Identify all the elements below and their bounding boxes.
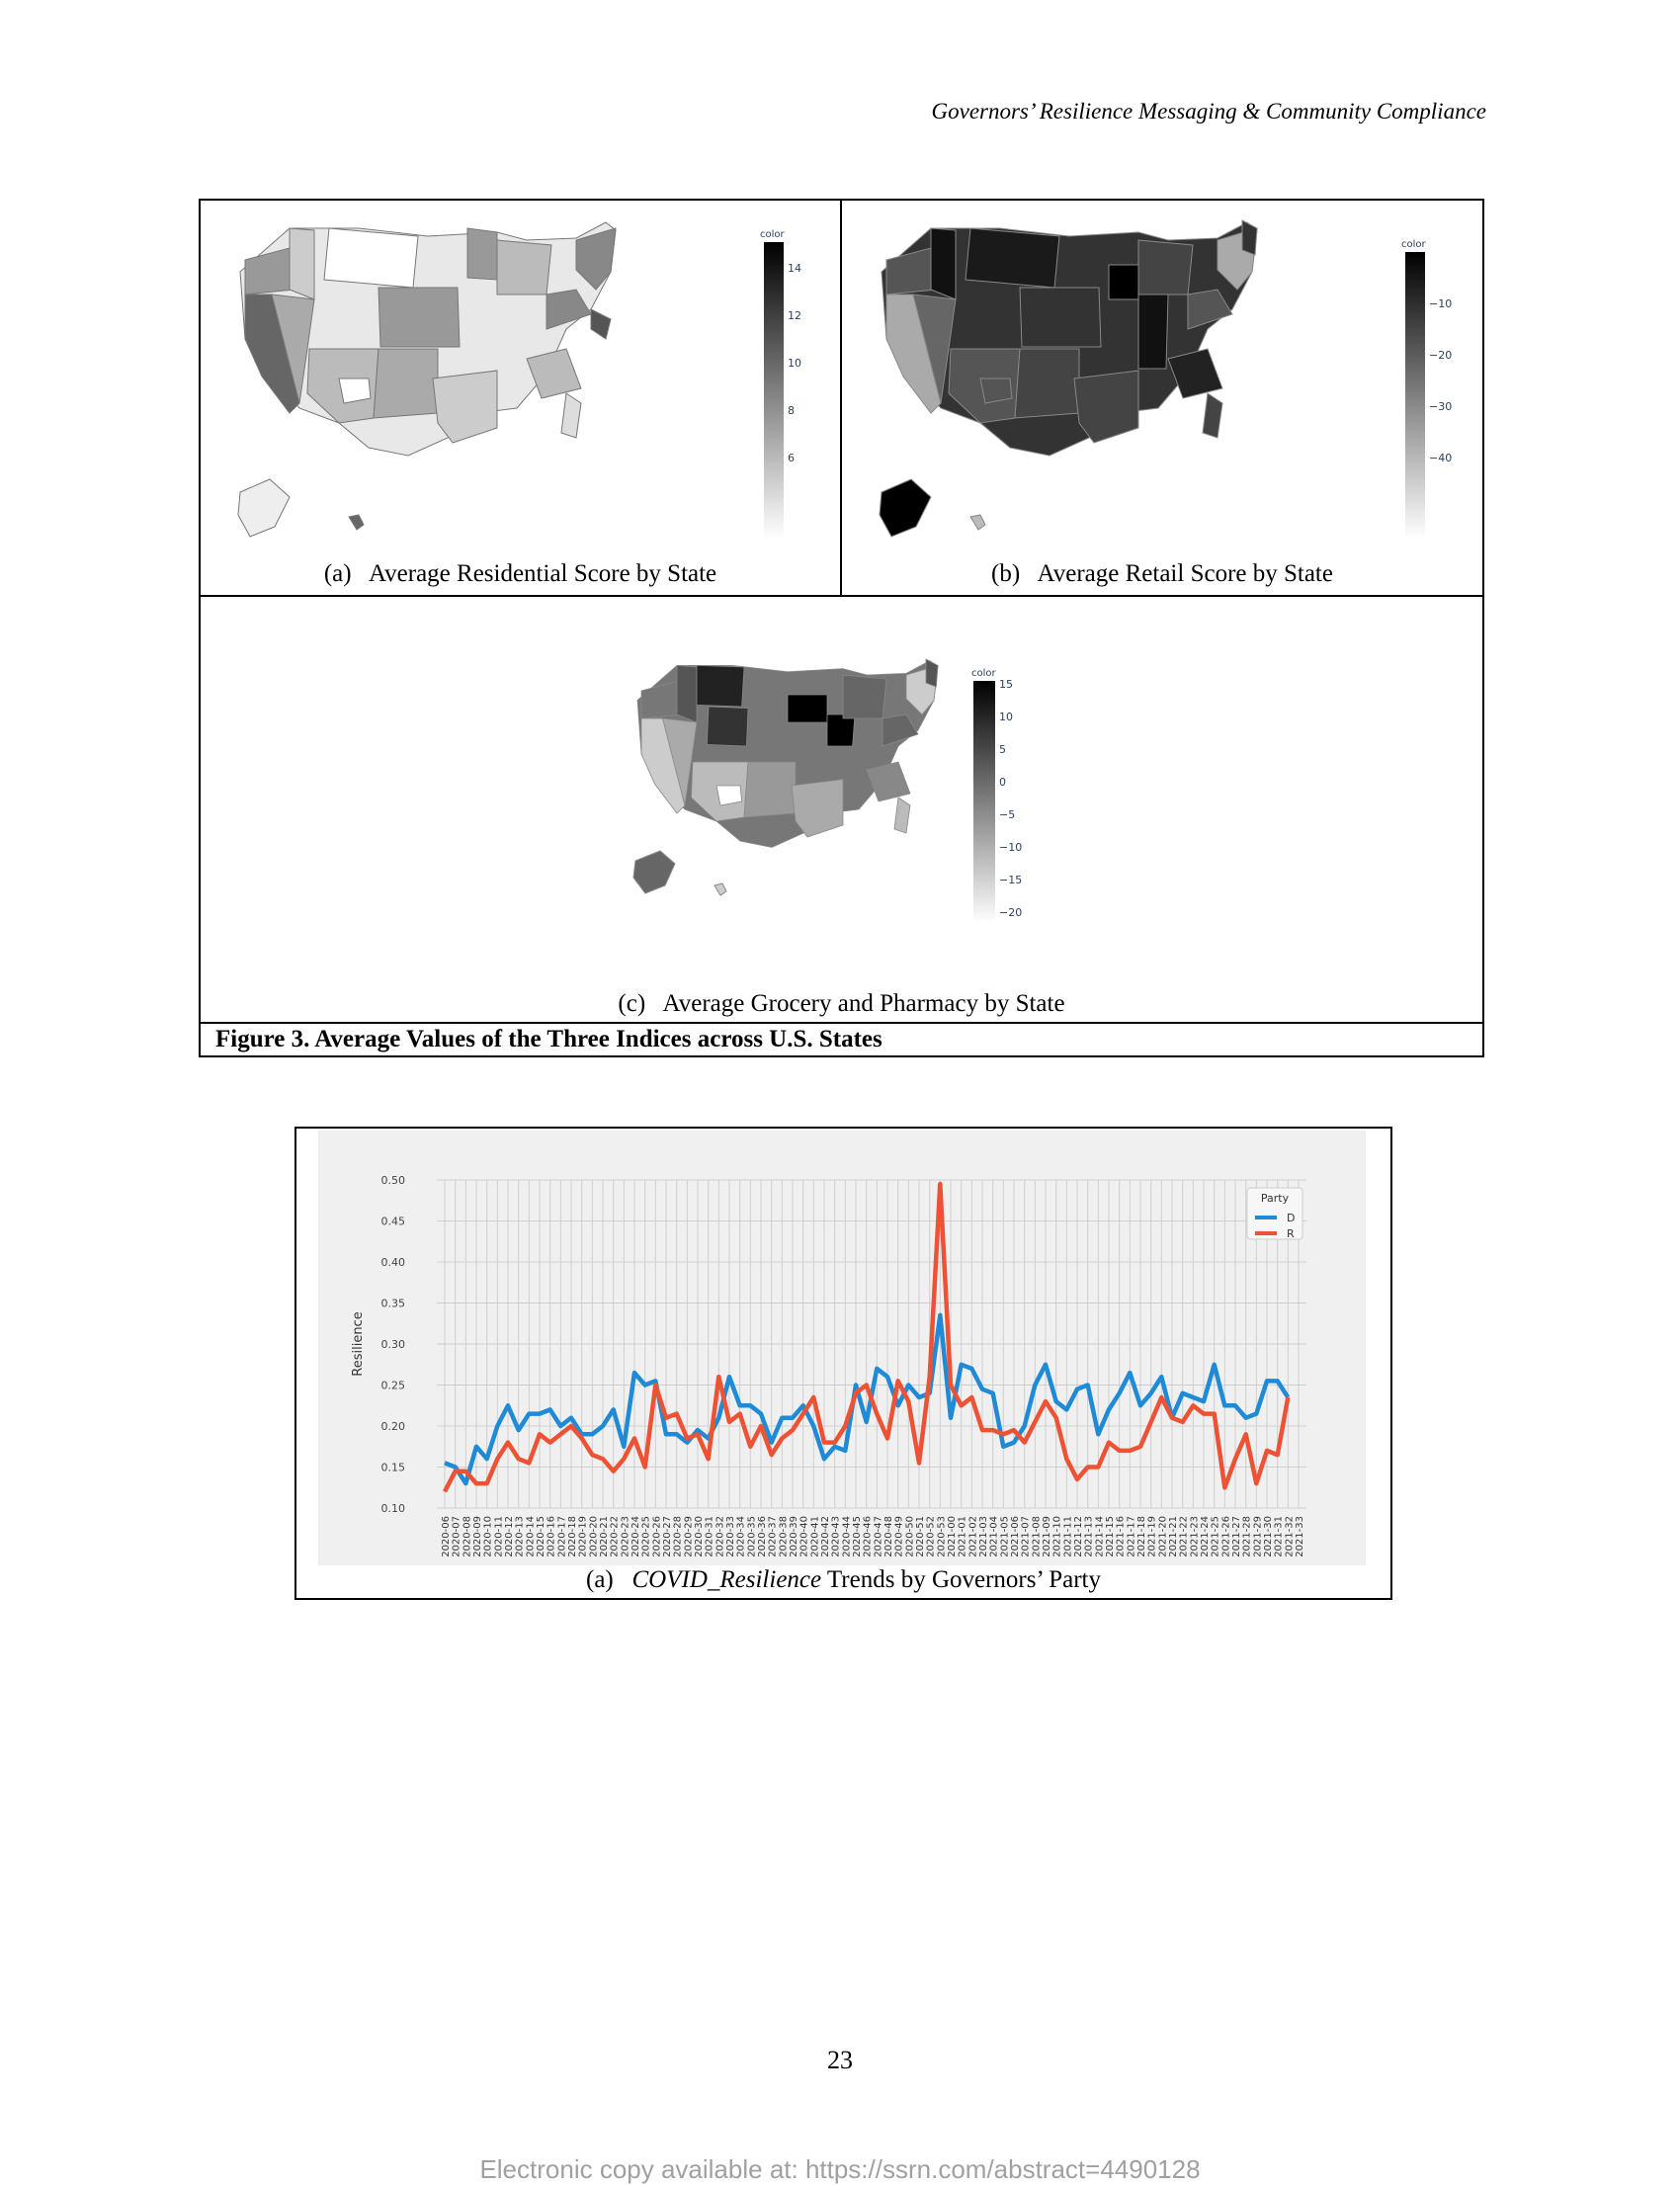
- colorbar-tick: 6: [788, 452, 795, 464]
- chart-caption-var: COVID_Resilience: [631, 1566, 822, 1593]
- x-tick-label: 2020-49: [893, 1516, 905, 1557]
- x-tick-label: 2020-22: [609, 1516, 621, 1557]
- x-tick-label: 2021-15: [1105, 1516, 1116, 1557]
- colorbar-tick: 0: [999, 776, 1006, 789]
- x-tick-label: 2020-38: [778, 1516, 790, 1557]
- x-tick-label: 2020-36: [757, 1516, 768, 1557]
- colorbar-tick: −20: [999, 906, 1023, 919]
- grocery-map: [616, 648, 1090, 935]
- x-tick-label: 2020-46: [862, 1516, 874, 1557]
- x-tick-label: 2021-33: [1295, 1516, 1305, 1557]
- x-tick-label: 2021-05: [999, 1516, 1011, 1557]
- panel-b-caption: [842, 560, 1482, 588]
- x-tick-label: 2021-13: [1083, 1516, 1095, 1557]
- x-tick-label: 2021-18: [1136, 1516, 1147, 1557]
- x-tick-label: 2020-14: [525, 1516, 537, 1557]
- colorbar-tick: −10: [999, 841, 1023, 854]
- panel-b-letter: (b): [991, 560, 1021, 587]
- x-tick-label: 2021-09: [1042, 1516, 1052, 1557]
- x-tick-label: 2020-13: [514, 1516, 526, 1557]
- x-tick-label: 2020-52: [925, 1516, 937, 1557]
- figure3-panel-c: [201, 597, 1482, 1022]
- colorbar-ticks-a: [788, 262, 801, 464]
- x-tick-label: 2020-43: [830, 1516, 842, 1557]
- x-tick-label: 2020-20: [588, 1516, 600, 1557]
- colorbar-tick: 10: [788, 357, 801, 370]
- alaska-shape-b: [880, 479, 931, 537]
- x-tick-label: 2020-11: [493, 1516, 505, 1557]
- colorbar-tick: −30: [1429, 400, 1453, 413]
- y-tick-label: 0.50: [380, 1174, 405, 1187]
- legend-label: D: [1287, 1212, 1296, 1224]
- colorbar-label-c: color: [971, 668, 996, 679]
- x-tick-label: 2020-10: [482, 1516, 494, 1557]
- x-tick-label: 2020-24: [630, 1516, 641, 1557]
- x-tick-label: 2021-29: [1252, 1516, 1264, 1557]
- x-tick-label: 2021-14: [1094, 1516, 1106, 1557]
- x-tick-label: 2020-37: [767, 1516, 779, 1557]
- colorbar-tick: 14: [788, 262, 801, 275]
- x-tick-label: 2020-50: [904, 1516, 916, 1557]
- x-tick-label: 2021-12: [1073, 1516, 1084, 1557]
- panel-c-title: Average Grocery and Pharmacy by State: [662, 990, 1065, 1017]
- colorbar-tick: 5: [999, 743, 1006, 756]
- chart-caption: [294, 1566, 1392, 1594]
- x-tick-label: 2021-32: [1284, 1516, 1296, 1557]
- x-tick-label: 2021-21: [1168, 1516, 1179, 1557]
- hawaii-shape-c: [714, 883, 726, 895]
- y-tick-label: 0.20: [380, 1420, 405, 1433]
- page-number: 23: [827, 2046, 853, 2074]
- us-map-a: [240, 222, 616, 456]
- panel-a-title: Average Residential Score by State: [368, 560, 717, 587]
- x-tick-label: 2020-27: [662, 1516, 673, 1557]
- x-tick-label: 2021-19: [1146, 1516, 1158, 1557]
- x-tick-label: 2020-19: [577, 1516, 589, 1557]
- colorbar-c: [973, 681, 995, 923]
- y-axis-label: Resilience: [351, 1311, 366, 1377]
- x-tick-label: 2020-51: [915, 1516, 926, 1557]
- x-tick-label: 2020-12: [504, 1516, 515, 1557]
- x-tick-label: 2020-06: [441, 1516, 452, 1557]
- panel-a-letter: (a): [323, 560, 352, 587]
- legend-title: Party: [1260, 1192, 1290, 1205]
- x-tick-label: 2020-25: [640, 1516, 652, 1557]
- x-tick-label: 2021-03: [978, 1516, 989, 1557]
- x-tick-label: 2021-01: [957, 1516, 968, 1557]
- figure3-panel-b: [842, 201, 1482, 595]
- x-tick-label: 2020-29: [683, 1516, 695, 1557]
- x-tick-label: 2020-23: [620, 1516, 631, 1557]
- x-tick-label: 2020-15: [536, 1516, 546, 1557]
- x-tick-label: 2021-28: [1241, 1516, 1253, 1557]
- x-tick-label: 2020-26: [651, 1516, 663, 1557]
- alaska-shape-c: [633, 851, 675, 893]
- colorbar-tick: −40: [1429, 452, 1453, 464]
- panel-c-letter: (c): [618, 990, 646, 1017]
- x-tick-label: 2020-17: [556, 1516, 568, 1557]
- y-tick-label: 0.15: [380, 1461, 405, 1474]
- x-tick-label: 2020-18: [567, 1516, 578, 1557]
- x-tick-label: 2020-21: [599, 1516, 610, 1557]
- x-tick-label: 2020-28: [672, 1516, 684, 1557]
- running-header: Governors’ Resilience Messaging & Community Compliance: [931, 99, 1486, 124]
- x-tick-label: 2020-16: [546, 1516, 557, 1557]
- figure3-caption: Figure 3. Average Values of the Three Indices across U.S. States: [215, 1026, 882, 1052]
- colorbar-tick: 15: [999, 678, 1013, 691]
- x-tick-label: 2020-32: [714, 1516, 726, 1557]
- x-tick-label: 2021-10: [1051, 1516, 1063, 1557]
- hawaii-shape-a: [349, 515, 364, 530]
- colorbar-label-a: color: [760, 229, 785, 240]
- colorbar-ticks-c: [999, 678, 1022, 919]
- x-tick-label: 2021-04: [988, 1516, 1000, 1557]
- x-tick-label: 2020-42: [820, 1516, 831, 1557]
- x-tick-label: 2021-22: [1178, 1516, 1190, 1557]
- x-tick-label: 2021-00: [947, 1516, 958, 1557]
- y-tick-label: 0.10: [380, 1502, 405, 1515]
- caption-separator: [201, 1022, 1482, 1024]
- x-tick-label: 2020-31: [704, 1516, 715, 1557]
- colorbar-tick: −5: [999, 808, 1016, 821]
- x-tick-label: 2020-53: [936, 1516, 948, 1557]
- y-tick-label: 0.45: [380, 1215, 405, 1228]
- x-tick-label: 2020-35: [746, 1516, 758, 1557]
- retail-map: [842, 201, 1482, 556]
- x-tick-label: 2020-33: [725, 1516, 736, 1557]
- x-tick-label: 2020-30: [694, 1516, 705, 1557]
- y-tick-label: 0.40: [380, 1256, 405, 1269]
- x-tick-label: 2020-44: [841, 1516, 853, 1557]
- colorbar-ticks-b: [1429, 297, 1452, 464]
- panel-b-title: Average Retail Score by State: [1037, 560, 1333, 587]
- x-tick-label: 2021-31: [1273, 1516, 1285, 1557]
- colorbar-tick: 12: [788, 309, 801, 322]
- colorbar-tick: −20: [1429, 349, 1453, 362]
- x-tick-label: 2021-17: [1126, 1516, 1137, 1557]
- x-tick-label: 2020-07: [451, 1516, 462, 1557]
- chart-caption-rest: Trends by Governors’ Party: [821, 1566, 1101, 1593]
- x-tick-label: 2021-08: [1031, 1516, 1043, 1557]
- y-tick-label: 0.30: [380, 1338, 405, 1351]
- panel-c-caption: [201, 990, 1482, 1018]
- us-map-b: [882, 220, 1257, 456]
- x-tick-label: 2021-27: [1231, 1516, 1242, 1557]
- colorbar-tick: −10: [1429, 297, 1453, 310]
- colorbar-label-b: color: [1401, 239, 1426, 250]
- x-tick-label: 2020-40: [798, 1516, 810, 1557]
- chart-background: [318, 1131, 1366, 1565]
- panel-a-caption: [201, 560, 840, 588]
- x-tick-label: 2021-16: [1115, 1516, 1127, 1557]
- colorbar-tick: 10: [999, 711, 1013, 723]
- x-tick-label: 2020-48: [883, 1516, 894, 1557]
- colorbar-a: [764, 242, 784, 539]
- x-tick-label: 2021-30: [1263, 1516, 1274, 1557]
- colorbar-tick: −15: [999, 874, 1023, 886]
- y-tick-label: 0.25: [380, 1379, 405, 1392]
- y-tick-label: 0.35: [380, 1297, 405, 1310]
- colorbar-b: [1405, 252, 1425, 539]
- x-tick-label: 2020-34: [735, 1516, 747, 1557]
- x-tick-label: 2021-20: [1157, 1516, 1169, 1557]
- colorbar-tick: 8: [788, 404, 795, 417]
- x-tick-label: 2021-24: [1200, 1516, 1211, 1557]
- hawaii-shape-b: [970, 515, 985, 530]
- residential-map: [201, 201, 840, 556]
- x-tick-label: 2021-07: [1020, 1516, 1032, 1557]
- x-tick-label: 2020-41: [809, 1516, 821, 1557]
- resilience-line-chart: [318, 1131, 1366, 1565]
- us-map-c: [637, 659, 938, 847]
- x-tick-label: 2020-39: [789, 1516, 799, 1557]
- legend-label: R: [1287, 1227, 1295, 1240]
- x-tick-label: 2021-02: [967, 1516, 979, 1557]
- x-tick-label: 2020-47: [873, 1516, 884, 1557]
- x-tick-label: 2021-11: [1062, 1516, 1074, 1557]
- x-tick-label: 2020-45: [852, 1516, 863, 1557]
- alaska-shape-a: [238, 479, 290, 537]
- x-tick-label: 2021-26: [1220, 1516, 1232, 1557]
- x-tick-label: 2020-09: [472, 1516, 483, 1557]
- x-tick-label: 2020-08: [462, 1516, 473, 1557]
- x-tick-label: 2021-25: [1210, 1516, 1221, 1557]
- figure3-panel-a: [201, 201, 842, 595]
- x-tick-label: 2021-23: [1189, 1516, 1201, 1557]
- chart-caption-letter: (a): [586, 1566, 614, 1593]
- ssrn-footer: Electronic copy available at: https://ssrn.com/abstract=4490128: [479, 2154, 1201, 2184]
- x-tick-label: 2021-06: [1010, 1516, 1021, 1557]
